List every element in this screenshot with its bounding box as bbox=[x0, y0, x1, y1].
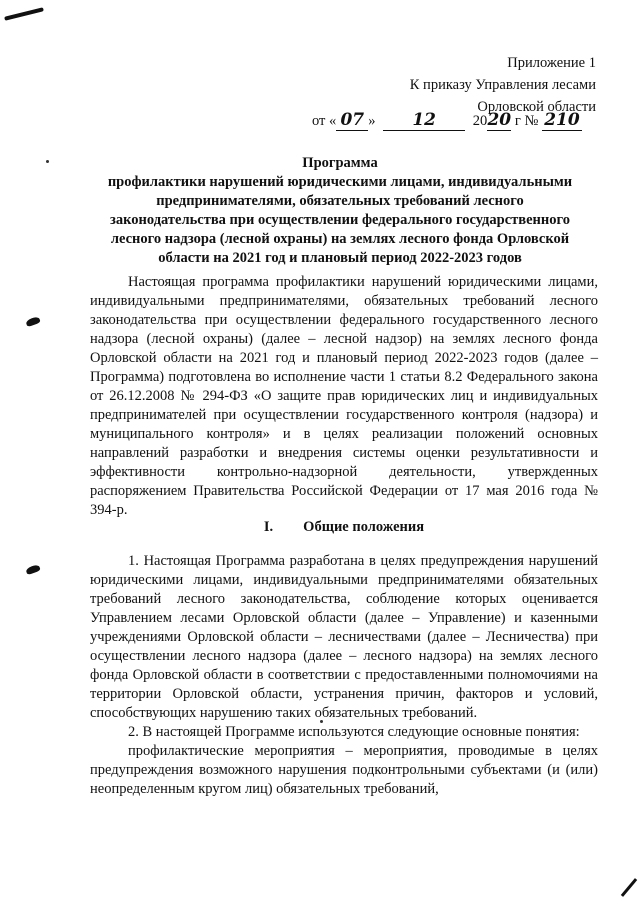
section-body bbox=[90, 552, 598, 799]
date-day-field bbox=[336, 110, 368, 131]
doc-number-field bbox=[542, 110, 582, 131]
date-year-prefix: 20 bbox=[472, 113, 488, 129]
title-line: предпринимателями, обязательных требований лесного bbox=[156, 193, 524, 209]
title-line: Программа bbox=[302, 155, 378, 171]
appendix-line: Приложение 1 bbox=[507, 55, 596, 71]
appendix-block bbox=[410, 52, 596, 118]
order-date-line bbox=[312, 110, 582, 131]
date-day: 07 bbox=[340, 110, 365, 130]
date-year: 20 bbox=[487, 110, 512, 130]
title-line: области на 2021 год и плановый период 2022-2023 годов bbox=[158, 250, 522, 266]
section-heading bbox=[90, 519, 598, 536]
scan-mark bbox=[25, 316, 41, 327]
title-line: лесного надзора (лесной охраны) на землях лесного фонда Орловской bbox=[110, 231, 570, 247]
scan-mark bbox=[25, 564, 41, 575]
date-prefix: от « bbox=[312, 113, 337, 129]
date-separator: » bbox=[368, 113, 376, 129]
scan-mark bbox=[621, 878, 637, 897]
date-month: 12 bbox=[412, 110, 436, 130]
scan-dot bbox=[46, 160, 49, 163]
intro-section bbox=[90, 273, 598, 520]
appendix-line: Орловской области bbox=[477, 99, 596, 115]
date-month-field bbox=[383, 110, 465, 131]
doc-number: 210 bbox=[544, 110, 580, 130]
number-label: г № bbox=[514, 113, 539, 129]
appendix-line: К приказу Управления лесами bbox=[409, 77, 596, 93]
intro-paragraph: Настоящая программа профилактики нарушений юридическими лицами, индивидуальными предпринимателями, обязательных требований лесного законодательства при осуществлении федерального государственного лесного надзора (лесной охраны) (далее – лесной надзор) на землях лесного фонда Орловской области на 2021 год и плановый период 2022-2023 годов (далее – Программа) подготовлена во исполнение части 1 статьи 8.2 Федерального закона от 26.12.2008 № 294-ФЗ «О защите прав юридических лиц и индивидуальных предпринимателей при осуществлении государственного контроля (надзора) и муниципального контроля» и в целях реализации положений основных направлений разработки и внедрения системы оценки результативности и эффективности контрольно-надзорной деятельности, утвержденных распоряжением Правительства Российской Федерации от 17 мая 2016 года № 394-р. bbox=[90, 274, 598, 518]
section-number: I. bbox=[263, 519, 274, 535]
section-title: Общие положения bbox=[303, 519, 425, 535]
paragraph-1: 1. Настоящая Программа разработана в целях предупреждения нарушений юридическими лицами, индивидуальными предпринимателями обязательных требований лесного законодательства, соблюдение которых оценивается Управлением лесами Орловской области (далее – Управление) и казенными учреждениями Орловской области – лесничествами (далее – Лесничества) при осуществлении лесного надзора (далее – лесного надзора) на землях лесного фонда Орловской области в соответствии с предоставленными полномочиями на территории Орловской области, устранения причин, факторов и условий, способствующих нарушению таких обязательных требований. bbox=[90, 553, 598, 721]
paragraph-3: профилактические мероприятия – мероприятия, проводимые в целях предупреждения возможного нарушения подконтрольными субъектами (и (или) неопределенным кругом лиц) обязательных требований, bbox=[90, 743, 598, 797]
paragraph-2: 2. В настоящей Программе используются следующие основные понятия: bbox=[128, 724, 580, 740]
document-title bbox=[70, 154, 610, 268]
scan-mark bbox=[4, 7, 44, 21]
date-year-field bbox=[487, 110, 511, 131]
title-line: законодательства при осуществлении федерального государственного bbox=[110, 212, 570, 228]
title-line: профилактики нарушений юридическими лицами, индивидуальными bbox=[107, 174, 573, 190]
